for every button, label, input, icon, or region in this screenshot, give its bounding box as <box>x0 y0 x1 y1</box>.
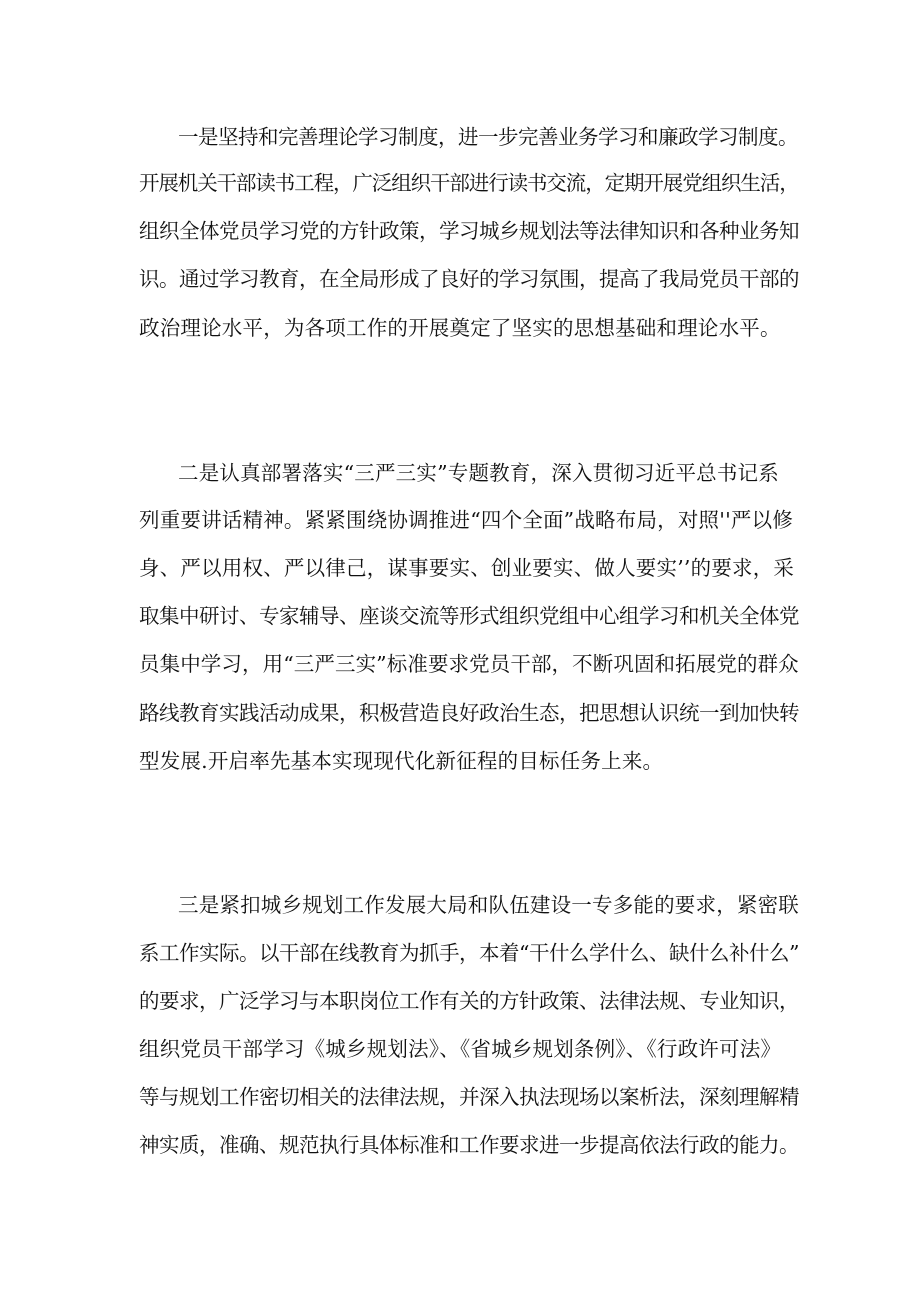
paragraph-1-line-4: 识。通过学习教育，在全局形成了良好的学习氛围，提高了我局党员干部的 <box>139 267 799 291</box>
paragraph-1-line-2: 开展机关干部读书工程，广泛组织干部进行读书交流，定期开展党组织生活， <box>139 171 799 195</box>
paragraph-2-line-2: 列重要讲话精神。紧紧围绕协调推进“四个全面”战略布局，对照''严以修 <box>139 508 794 532</box>
paragraph-2-line-5: 员集中学习，用“三严三实”标准要求党员干部，不断巩固和拓展党的群众 <box>139 652 799 676</box>
paragraph-3-line-1: 三是紧扣城乡规划工作发展大局和队伍建设一专多能的要求，紧密联 <box>178 893 799 917</box>
paragraph-2-line-7: 型发展.开启率先基本实现现代化新征程的目标任务上来。 <box>139 749 664 773</box>
paragraph-3-line-3: 的要求，广泛学习与本职岗位工作有关的方针政策、法律法规、专业知识， <box>139 989 799 1013</box>
paragraph-1-line-3: 组织全体党员学习党的方针政策，学习城乡规划法等法律知识和各种业务知 <box>139 219 799 243</box>
paragraph-2-line-6: 路线教育实践活动成果，积极营造良好政治生态，把思想认识统一到加快转 <box>139 701 799 725</box>
paragraph-2-line-4: 取集中研讨、专家辅导、座谈交流等形式组织党组中心组学习和机关全体党 <box>139 604 799 628</box>
paragraph-1-line-5: 政治理论水平，为各项工作的开展奠定了坚实的思想基础和理论水平。 <box>139 316 781 340</box>
paragraph-3-line-4: 组织党员干部学习《城乡规划法》、《省城乡规划条例》、《行政许可法》 <box>139 1037 782 1061</box>
paragraph-1-line-1: 一是坚持和完善理论学习制度，进一步完善业务学习和廉政学习制度。 <box>178 125 798 149</box>
paragraph-2-line-3: 身、严以用权、严以律己，谋事要实、创业要实、做人要实’’的要求，采 <box>139 556 795 580</box>
paragraph-3-line-6: 神实质，准确、规范执行具体标准和工作要求进一步提高依法行政的能力。 <box>139 1133 799 1157</box>
paragraph-3-line-2: 系工作实际。以干部在线教育为抓手，本着“干什么学什么、缺什么补什么” <box>139 941 799 965</box>
paragraph-2-line-1: 二是认真部署落实“三严三实”专题教育，深入贯彻习近平总书记系 <box>178 461 779 485</box>
paragraph-3-line-5: 等与规划工作密切相关的法律法规，并深入执法现场以案析法，深刻理解精 <box>139 1085 799 1109</box>
